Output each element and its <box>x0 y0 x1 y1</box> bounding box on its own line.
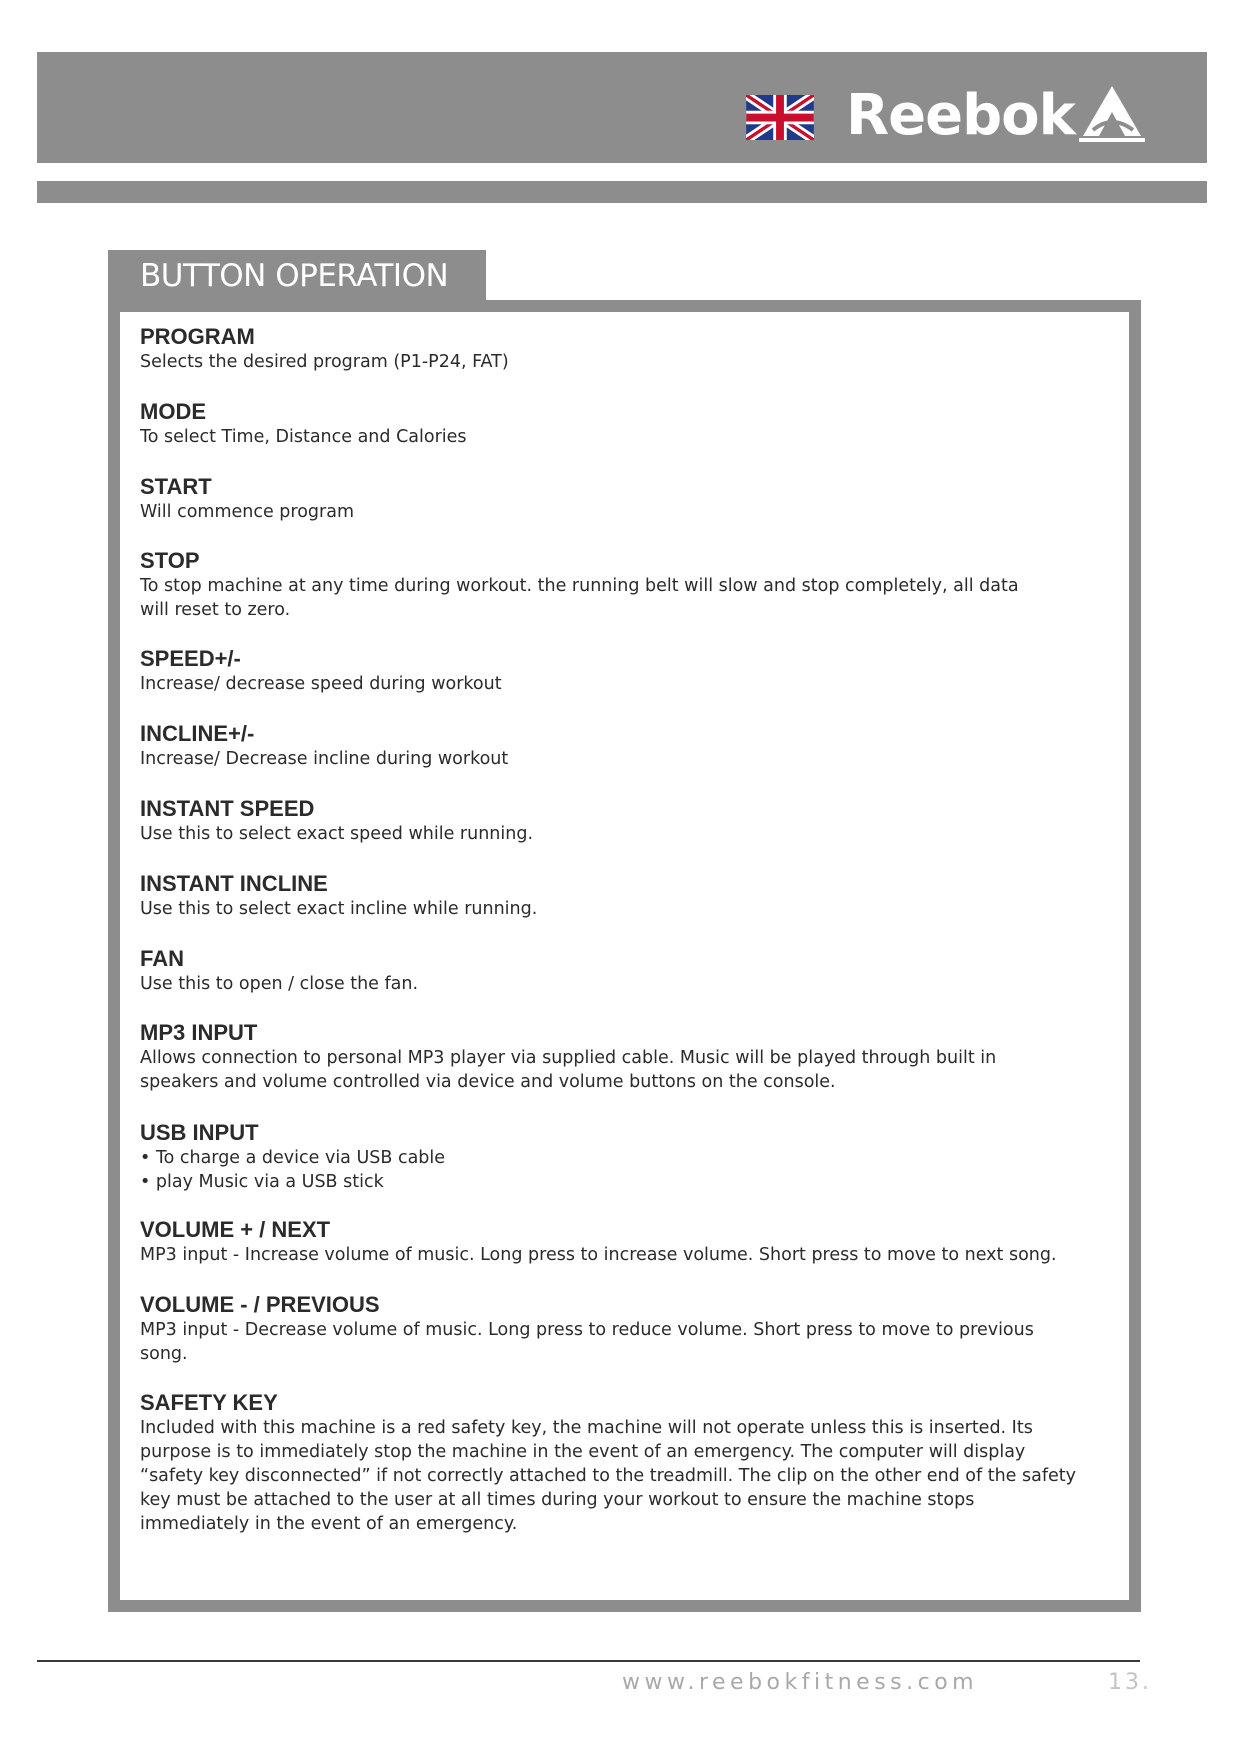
entry-title: VOLUME + / NEXT <box>140 1217 331 1242</box>
entry-mp3-input <box>140 1020 1120 1094</box>
entry-title: INCLINE+/- <box>140 721 255 746</box>
entry-title: SAFETY KEY <box>140 1390 278 1415</box>
footer-divider <box>37 1660 1140 1662</box>
entry-line: MP3 input - Increase volume of music. Long press to increase volume. Short press to move to next song. <box>140 1245 1057 1265</box>
entry-line: • To charge a device via USB cable <box>140 1148 446 1168</box>
entry-volume-next <box>140 1217 1120 1267</box>
entry-incline <box>140 721 1120 771</box>
entry-title: START <box>140 474 212 499</box>
entry-stop <box>140 548 1120 622</box>
brand-name: Reebok <box>846 83 1075 148</box>
entry-line: Use this to open / close the fan. <box>140 974 419 994</box>
entry-line: Included with this machine is a red safety key, the machine will not operate unless this is inserted. Its <box>140 1418 1033 1438</box>
entry-title: FAN <box>140 946 184 971</box>
entry-fan <box>140 946 1120 996</box>
entry-title: PROGRAM <box>140 324 255 349</box>
entry-title: INSTANT SPEED <box>140 796 315 821</box>
entry-line: Use this to select exact incline while running. <box>140 899 538 919</box>
entry-instant-incline <box>140 871 1120 921</box>
entry-instant-speed <box>140 796 1120 846</box>
entry-line: • play Music via a USB stick <box>140 1172 384 1192</box>
sub-header-bar <box>37 181 1207 203</box>
entry-line: speakers and volume controlled via device and volume buttons on the console. <box>140 1072 836 1092</box>
entry-line: MP3 input - Decrease volume of music. Long press to reduce volume. Short press to move to previous <box>140 1320 1034 1340</box>
entry-safety-key <box>140 1390 1120 1536</box>
entry-line: key must be attached to the user at all times during your workout to ensure the machine stops <box>140 1490 975 1510</box>
entry-title: VOLUME - / PREVIOUS <box>140 1292 380 1317</box>
entry-mode <box>140 399 1120 449</box>
entry-title: SPEED+/- <box>140 646 241 671</box>
entry-line: song. <box>140 1344 188 1364</box>
entry-title: MP3 INPUT <box>140 1020 258 1045</box>
brand <box>846 84 1145 148</box>
entry-line: Increase/ decrease speed during workout <box>140 674 502 694</box>
footer-url: www.reebokfitness.com <box>622 1670 979 1695</box>
entry-line: Selects the desired program (P1-P24, FAT) <box>140 352 509 372</box>
entry-title: USB INPUT <box>140 1120 259 1145</box>
entry-title: INSTANT INCLINE <box>140 871 328 896</box>
entry-program <box>140 324 1120 374</box>
entry-line: Allows connection to personal MP3 player via supplied cable. Music will be played through built in <box>140 1048 997 1068</box>
entry-speed <box>140 646 1120 696</box>
entry-line: Increase/ Decrease incline during workout <box>140 749 509 769</box>
reebok-delta-icon <box>1079 84 1145 142</box>
page-number: 13. <box>1108 1670 1152 1695</box>
entry-line: “safety key disconnected” if not correctly attached to the treadmill. The clip on the other end of the safety <box>140 1466 1076 1486</box>
entry-line: Use this to select exact speed while running. <box>140 824 534 844</box>
entry-line: immediately in the event of an emergency. <box>140 1514 518 1534</box>
entry-title: MODE <box>140 399 206 424</box>
entry-line: To stop machine at any time during workout. the running belt will slow and stop completely, all data <box>140 576 1019 596</box>
entry-title: STOP <box>140 548 200 573</box>
entry-line: will reset to zero. <box>140 600 291 620</box>
entry-volume-previous <box>140 1292 1120 1366</box>
entry-line: To select Time, Distance and Calories <box>140 427 467 447</box>
entry-line: purpose is to immediately stop the machine in the event of an emergency. The computer will display <box>140 1442 1026 1462</box>
uk-flag-icon <box>746 95 814 140</box>
section-title: BUTTON OPERATION <box>108 250 486 302</box>
entry-usb-input <box>140 1120 1120 1194</box>
entry-start <box>140 474 1120 524</box>
entry-line: Will commence program <box>140 502 354 522</box>
